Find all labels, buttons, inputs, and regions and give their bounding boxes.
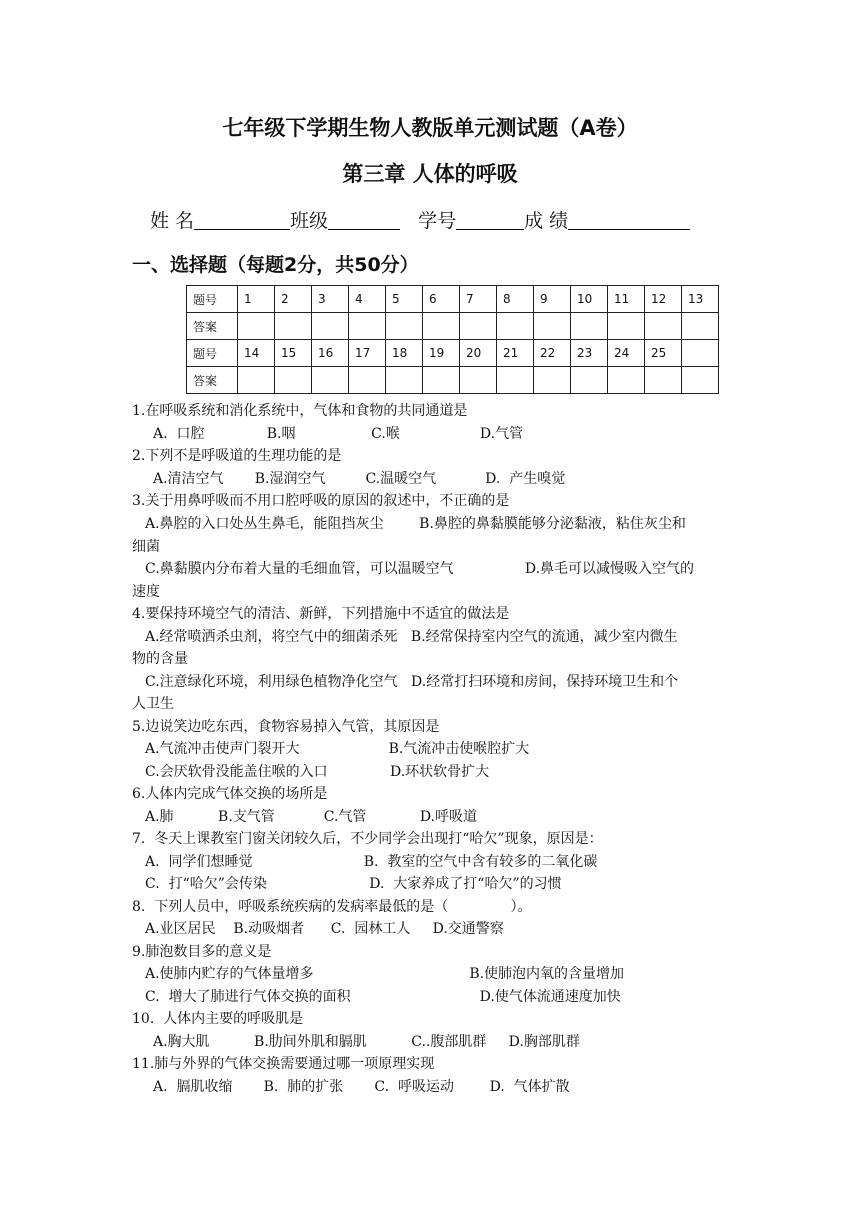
id-label: 学号 xyxy=(418,210,457,232)
table-cell: 答案 xyxy=(187,367,238,394)
answer-cell[interactable] xyxy=(645,367,682,394)
answer-cell[interactable] xyxy=(386,367,423,394)
table-row xyxy=(187,313,719,340)
table-cell: 17 xyxy=(349,340,386,367)
question-options: C. 打“哈欠”会传染 D. 大家养成了打“哈欠”的习惯 xyxy=(145,876,562,892)
table-cell: 12 xyxy=(645,286,682,313)
id-blank xyxy=(456,209,524,230)
question-stem: 11.肺与外界的气体交换需要通过哪一项原理实现 xyxy=(132,1056,435,1072)
table-cell: 题号 xyxy=(187,286,238,313)
table-cell: 21 xyxy=(497,340,534,367)
table-cell xyxy=(682,340,719,367)
question-options: A.胸大肌 B.肋间外肌和膈肌 C..腹部肌群 D.胸部肌群 xyxy=(153,1034,580,1050)
question-stem: 6.人体内完成气体交换的场所是 xyxy=(132,786,328,802)
table-cell: 5 xyxy=(386,286,423,313)
answer-cell[interactable] xyxy=(571,313,608,340)
table-cell: 19 xyxy=(423,340,460,367)
class-blank xyxy=(328,209,400,230)
question-options: C.会厌软骨没能盖住喉的入口 D.环状软骨扩大 xyxy=(145,764,490,780)
answer-table xyxy=(186,285,719,394)
table-cell: 答案 xyxy=(187,313,238,340)
table-cell: 10 xyxy=(571,286,608,313)
question-stem: 7. 冬天上课教室门窗关闭较久后，不少同学会出现打“哈欠”现象，原因是： xyxy=(132,831,603,847)
table-cell: 8 xyxy=(497,286,534,313)
answer-cell[interactable] xyxy=(312,313,349,340)
question-options: A. 同学们想睡觉 B. 教室的空气中含有较多的二氧化碳 xyxy=(145,854,598,870)
score-blank xyxy=(568,209,690,230)
table-cell: 13 xyxy=(682,286,719,313)
answer-cell[interactable] xyxy=(423,313,460,340)
answer-cell[interactable] xyxy=(682,313,719,340)
question-options: A.使肺内贮存的气体量增多 B.使肺泡内氧的含量增加 xyxy=(145,966,625,982)
answer-cell[interactable] xyxy=(645,313,682,340)
name-label: 姓 名 xyxy=(150,210,195,232)
score-label: 成 绩 xyxy=(524,210,569,232)
question-stem: 5.边说笑边吃东西，食物容易掉入气管，其原因是 xyxy=(132,719,440,735)
answer-cell[interactable] xyxy=(497,367,534,394)
table-cell: 20 xyxy=(460,340,497,367)
answer-cell[interactable] xyxy=(608,313,645,340)
table-cell: 22 xyxy=(534,340,571,367)
question-stem: 9.肺泡数目多的意义是 xyxy=(132,944,272,960)
question-options: A.业区居民 B.动吸烟者 C. 园林工人 D.交通警察 xyxy=(145,921,504,937)
question-options: 细菌 xyxy=(132,539,160,555)
question-options: A.清洁空气 B.湿润空气 C.温暖空气 D. 产生嗅觉 xyxy=(153,471,566,487)
answer-cell[interactable] xyxy=(238,367,275,394)
table-cell: 18 xyxy=(386,340,423,367)
table-cell: 6 xyxy=(423,286,460,313)
answer-cell[interactable] xyxy=(460,367,497,394)
question-stem: 10. 人体内主要的呼吸肌是 xyxy=(132,1011,304,1027)
table-cell: 2 xyxy=(275,286,312,313)
table-cell: 4 xyxy=(349,286,386,313)
answer-cell[interactable] xyxy=(608,367,645,394)
question-options: 速度 xyxy=(132,584,160,600)
answer-cell[interactable] xyxy=(312,367,349,394)
table-cell: 16 xyxy=(312,340,349,367)
answer-cell[interactable] xyxy=(460,313,497,340)
section-heading: 一、选择题（每题2分，共50分） xyxy=(132,254,419,276)
class-label: 班级 xyxy=(290,210,329,232)
table-cell: 1 xyxy=(238,286,275,313)
question-options: A. 口腔 B.咽 C.喉 D.气管 xyxy=(153,426,524,442)
question-options: A. 膈肌收缩 B. 肺的扩张 C. 呼吸运动 D. 气体扩散 xyxy=(153,1079,570,1095)
page-title: 七年级下学期生物人教版单元测试题（A卷） xyxy=(222,116,638,140)
question-options: C.鼻黏膜内分布着大量的毛细血管，可以温暖空气 D.鼻毛可以减慢吸入空气的 xyxy=(145,561,695,577)
table-cell: 15 xyxy=(275,340,312,367)
answer-cell[interactable] xyxy=(275,367,312,394)
question-stem: 8. 下列人员中，呼吸系统疾病的发病率最低的是（ ）。 xyxy=(132,899,532,915)
table-cell: 题号 xyxy=(187,340,238,367)
answer-cell[interactable] xyxy=(534,367,571,394)
answer-cell[interactable] xyxy=(534,313,571,340)
table-cell: 25 xyxy=(645,340,682,367)
table-cell: 23 xyxy=(571,340,608,367)
table-cell: 3 xyxy=(312,286,349,313)
answer-cell[interactable] xyxy=(238,313,275,340)
table-cell: 7 xyxy=(460,286,497,313)
question-options: C.注意绿化环境，利用绿色植物净化空气 D.经常打扫环境和房间，保持环境卫生和个 xyxy=(145,674,679,690)
question-options: A.经常喷洒杀虫剂，将空气中的细菌杀死 B.经常保持室内空气的流通，减少室内微生 xyxy=(145,629,678,645)
question-stem: 1.在呼吸系统和消化系统中，气体和食物的共同通道是 xyxy=(132,403,468,419)
answer-cell[interactable] xyxy=(497,313,534,340)
answer-cell[interactable] xyxy=(682,367,719,394)
table-row xyxy=(187,340,719,367)
question-stem: 3.关于用鼻呼吸而不用口腔呼吸的原因的叙述中，不正确的是 xyxy=(132,493,510,509)
question-options: A.鼻腔的入口处丛生鼻毛，能阻挡灰尘 B.鼻腔的鼻黏膜能够分泌黏液，粘住灰尘和 xyxy=(145,516,686,532)
answer-cell[interactable] xyxy=(571,367,608,394)
question-options: 物的含量 xyxy=(132,651,188,667)
name-blank xyxy=(194,209,290,230)
question-options: C. 增大了肺进行气体交换的面积 D.使气体流通速度加快 xyxy=(145,989,621,1005)
question-stem: 4.要保持环境空气的清洁、新鲜，下列措施中不适宜的做法是 xyxy=(132,606,510,622)
question-stem: 2.下列不是呼吸道的生理功能的是 xyxy=(132,448,342,464)
answer-cell[interactable] xyxy=(275,313,312,340)
table-cell: 14 xyxy=(238,340,275,367)
answer-cell[interactable] xyxy=(423,367,460,394)
table-row xyxy=(187,286,719,313)
table-cell: 11 xyxy=(608,286,645,313)
question-options: 人卫生 xyxy=(132,696,174,712)
table-row xyxy=(187,367,719,394)
question-options: A.气流冲击使声门裂开大 B.气流冲击使喉腔扩大 xyxy=(145,741,530,757)
table-cell: 24 xyxy=(608,340,645,367)
answer-cell[interactable] xyxy=(349,367,386,394)
answer-cell[interactable] xyxy=(386,313,423,340)
answer-cell[interactable] xyxy=(349,313,386,340)
question-options: A.肺 B.支气管 C.气管 D.呼吸道 xyxy=(145,809,477,825)
page-subtitle: 第三章 人体的呼吸 xyxy=(342,162,518,186)
student-info-line xyxy=(150,206,690,233)
table-cell: 9 xyxy=(534,286,571,313)
